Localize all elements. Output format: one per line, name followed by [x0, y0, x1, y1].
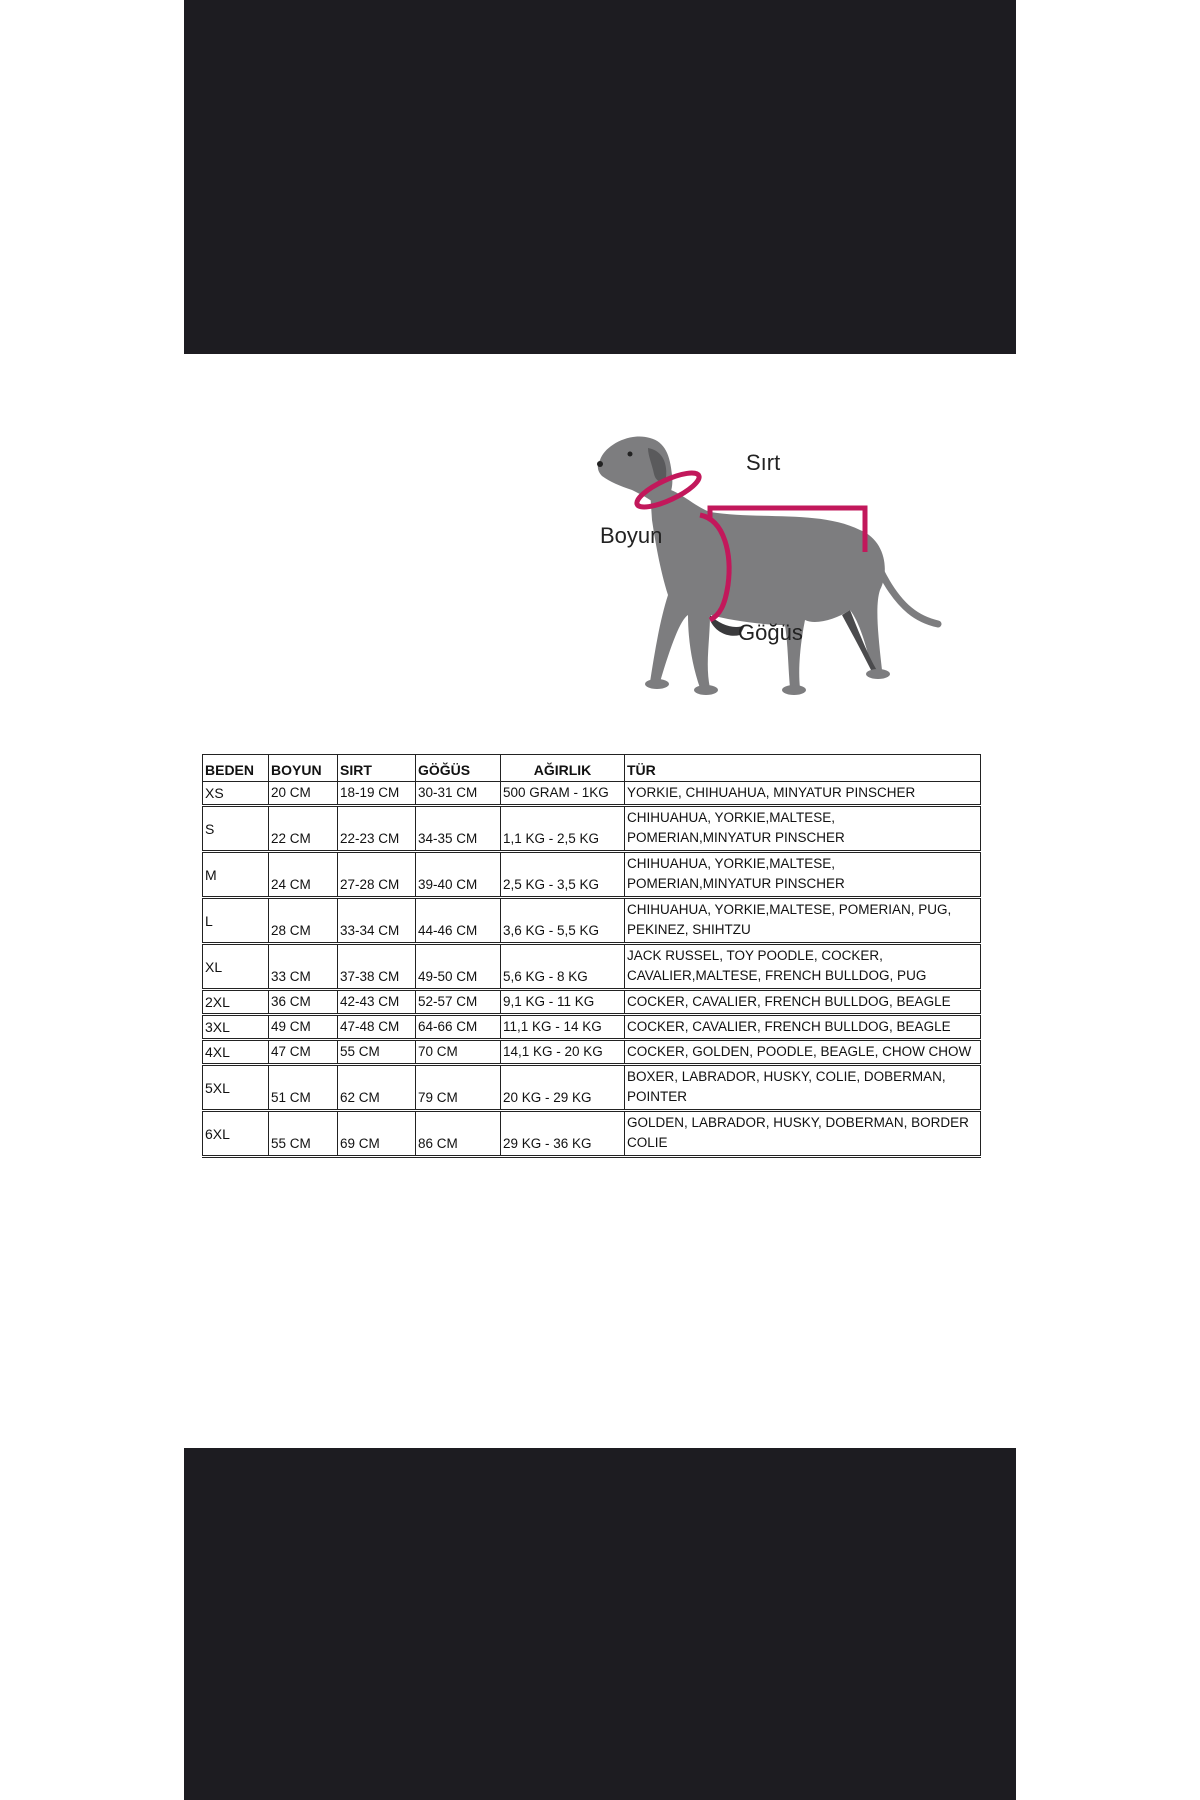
- cell-weight: 500 GRAM - 1KG: [501, 782, 625, 806]
- cell-breeds: CHIHUAHUA, YORKIE,MALTESE, POMERIAN, PUG, PEKINEZ, SHIHTZU: [625, 898, 981, 944]
- cell-breeds: BOXER, LABRADOR, HUSKY, COLIE, DOBERMAN, POINTER: [625, 1065, 981, 1111]
- cell-breeds: COCKER, CAVALIER, FRENCH BULLDOG, BEAGLE: [625, 990, 981, 1015]
- cell-breeds: CHIHUAHUA, YORKIE,MALTESE, POMERIAN,MINYATUR PINSCHER: [625, 806, 981, 852]
- cell-chest: 86 CM: [416, 1111, 501, 1157]
- cell-chest: 30-31 CM: [416, 782, 501, 806]
- cell-breeds: CHIHUAHUA, YORKIE,MALTESE, POMERIAN,MINYATUR PINSCHER: [625, 852, 981, 898]
- cell-weight: 14,1 KG - 20 KG: [501, 1040, 625, 1065]
- cell-neck: 20 CM: [269, 782, 338, 806]
- cell-size: XL: [203, 944, 269, 990]
- cell-back: 33-34 CM: [338, 898, 416, 944]
- cell-chest: 39-40 CM: [416, 852, 501, 898]
- cell-neck: 24 CM: [269, 852, 338, 898]
- header-weight: AĞIRLIK: [501, 755, 625, 782]
- cell-back: 37-38 CM: [338, 944, 416, 990]
- table-row: [203, 944, 981, 990]
- cell-back: 55 CM: [338, 1040, 416, 1065]
- cell-back: 42-43 CM: [338, 990, 416, 1015]
- cell-neck: 51 CM: [269, 1065, 338, 1111]
- cell-chest: 79 CM: [416, 1065, 501, 1111]
- cell-neck: 49 CM: [269, 1015, 338, 1040]
- cell-neck: 36 CM: [269, 990, 338, 1015]
- table-row: [203, 898, 981, 944]
- cell-neck: 33 CM: [269, 944, 338, 990]
- cell-size: M: [203, 852, 269, 898]
- cell-weight: 9,1 KG - 11 KG: [501, 990, 625, 1015]
- table-row: [203, 782, 981, 806]
- cell-breeds: COCKER, GOLDEN, POODLE, BEAGLE, CHOW CHOW: [625, 1040, 981, 1065]
- header-size: BEDEN: [203, 755, 269, 782]
- cell-back: 62 CM: [338, 1065, 416, 1111]
- table-row: [203, 806, 981, 852]
- table-row: [203, 1040, 981, 1065]
- cell-weight: 3,6 KG - 5,5 KG: [501, 898, 625, 944]
- table-row: [203, 1065, 981, 1111]
- cell-neck: 28 CM: [269, 898, 338, 944]
- top-dark-band: [184, 0, 1016, 354]
- bottom-dark-band: [184, 1448, 1016, 1800]
- cell-neck: 22 CM: [269, 806, 338, 852]
- cell-breeds: YORKIE, CHIHUAHUA, MINYATUR PINSCHER: [625, 782, 981, 806]
- cell-size: 2XL: [203, 990, 269, 1015]
- cell-size: XS: [203, 782, 269, 806]
- header-neck: BOYUN: [269, 755, 338, 782]
- cell-neck: 47 CM: [269, 1040, 338, 1065]
- chest-label: Göğüs: [738, 620, 803, 645]
- cell-size: 5XL: [203, 1065, 269, 1111]
- cell-size: S: [203, 806, 269, 852]
- cell-weight: 20 KG - 29 KG: [501, 1065, 625, 1111]
- cell-back: 18-19 CM: [338, 782, 416, 806]
- cell-size: L: [203, 898, 269, 944]
- cell-breeds: GOLDEN, LABRADOR, HUSKY, DOBERMAN, BORDER COLIE: [625, 1111, 981, 1157]
- cell-weight: 1,1 KG - 2,5 KG: [501, 806, 625, 852]
- table-row: [203, 1111, 981, 1157]
- cell-size: 4XL: [203, 1040, 269, 1065]
- cell-breeds: JACK RUSSEL, TOY POODLE, COCKER, CAVALIER,MALTESE, FRENCH BULLDOG, PUG: [625, 944, 981, 990]
- table-row: [203, 1015, 981, 1040]
- header-chest: GÖĞÜS: [416, 755, 501, 782]
- cell-weight: 2,5 KG - 3,5 KG: [501, 852, 625, 898]
- cell-chest: 70 CM: [416, 1040, 501, 1065]
- cell-chest: 52-57 CM: [416, 990, 501, 1015]
- table-row: [203, 852, 981, 898]
- cell-back: 22-23 CM: [338, 806, 416, 852]
- cell-breeds: COCKER, CAVALIER, FRENCH BULLDOG, BEAGLE: [625, 1015, 981, 1040]
- table-header-row: [203, 755, 981, 782]
- header-back: SIRT: [338, 755, 416, 782]
- cell-size: 6XL: [203, 1111, 269, 1157]
- cell-back: 27-28 CM: [338, 852, 416, 898]
- cell-size: 3XL: [203, 1015, 269, 1040]
- cell-back: 69 CM: [338, 1111, 416, 1157]
- cell-chest: 64-66 CM: [416, 1015, 501, 1040]
- cell-weight: 11,1 KG - 14 KG: [501, 1015, 625, 1040]
- cell-chest: 49-50 CM: [416, 944, 501, 990]
- cell-back: 47-48 CM: [338, 1015, 416, 1040]
- cell-weight: 29 KG - 36 KG: [501, 1111, 625, 1157]
- cell-neck: 55 CM: [269, 1111, 338, 1157]
- dog-measurement-diagram: [560, 420, 980, 740]
- table-row: [203, 990, 981, 1015]
- neck-label: Boyun: [600, 523, 663, 548]
- cell-weight: 5,6 KG - 8 KG: [501, 944, 625, 990]
- size-chart-table: [202, 754, 981, 1158]
- cell-chest: 34-35 CM: [416, 806, 501, 852]
- table-body: [203, 782, 981, 1157]
- cell-chest: 44-46 CM: [416, 898, 501, 944]
- header-breeds: TÜR: [625, 755, 981, 782]
- back-label: Sırt: [732, 450, 794, 476]
